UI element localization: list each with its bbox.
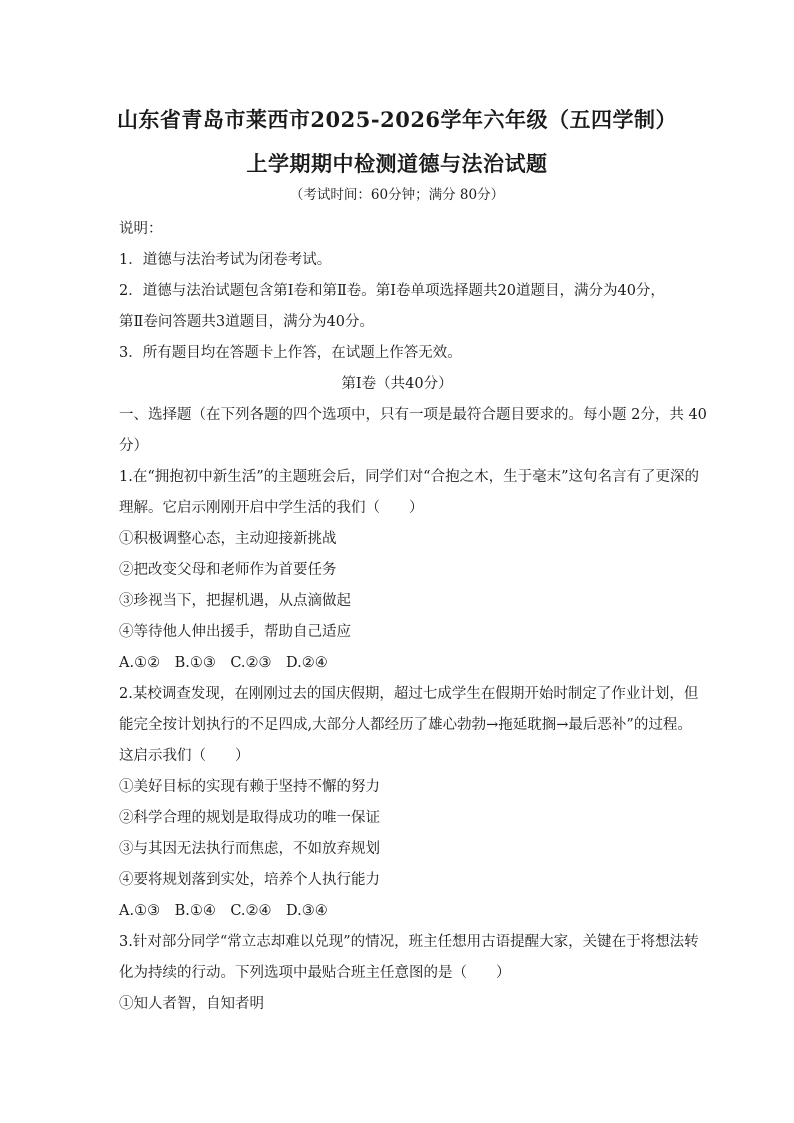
question-3-stem: 3.针对部分同学“常立志却难以兑现”的情况，班主任想用古语提醒大家，关键在于将想法转	[119, 934, 699, 950]
question-3-stem: 化为持续的行动。下列选项中最贴合班主任意图的是（ ）	[119, 965, 511, 981]
question-2-item: ②科学合理的规划是取得成功的唯一保证	[119, 810, 380, 826]
note-line: 1．道德与法治考试为闭卷考试。	[119, 252, 332, 268]
question-1-item: ②把改变父母和老师作为首要任务	[119, 562, 337, 578]
note-line: 2．道德与法治试题包含第Ⅰ卷和第Ⅱ卷。第Ⅰ卷单项选择题共20道题目，满分为40分，	[119, 283, 665, 299]
question-2-stem: 这启示我们（ ）	[119, 748, 250, 764]
page-title-line2: 上学期期中检测道德与法治试题	[246, 151, 548, 176]
section-heading: 一、选择题（在下列各题的四个选项中，只有一项是最符合题目要求的。每小题 2分，共 40	[119, 407, 707, 423]
question-1-options: A.①② B.①③ C.②③ D.②④	[119, 655, 328, 671]
question-2-stem: 2.某校调查发现，在刚刚过去的国庆假期，超过七成学生在假期开始时制定了作业计划，但	[119, 686, 699, 702]
question-2-stem: 能完全按计划执行的不足四成,大部分人都经历了雄心勃勃→拖延耽搁→最后恶补”的过程。	[119, 717, 692, 733]
note-line: 第Ⅱ卷问答题共3道题目，满分为40分。	[119, 314, 375, 330]
question-1-stem: 1.在“拥抱初中新生活”的主题班会后，同学们对“合抱之木，生于毫末”这句名言有了更深的	[119, 469, 699, 485]
question-1-item: ④等待他人伸出援手，帮助自己适应	[119, 624, 351, 640]
notes-heading: 说明：	[119, 221, 163, 237]
question-3-item: ①知人者智，自知者明	[119, 996, 264, 1012]
question-1-stem: 理解。它启示刚刚开启中学生活的我们（ ）	[119, 500, 424, 516]
section-heading: 分）	[119, 438, 148, 454]
question-2-options: A.①③ B.①④ C.②④ D.③④	[119, 903, 328, 919]
question-2-item: ④要将规划落到实处，培养个人执行能力	[119, 872, 380, 888]
question-2-item: ①美好目标的实现有赖于坚持不懈的努力	[119, 779, 380, 795]
question-1-item: ①积极调整心态，主动迎接新挑战	[119, 531, 337, 547]
exam-info: （考试时间：60分钟；满分 80分）	[289, 187, 505, 203]
page-title-line1: 山东省青岛市莱西市2025-2026学年六年级（五四学制）	[116, 107, 678, 132]
part-heading: 第Ⅰ卷（共40分）	[341, 376, 453, 392]
note-line: 3．所有题目均在答题卡上作答，在试题上作答无效。	[119, 345, 462, 361]
question-1-item: ③珍视当下，把握机遇，从点滴做起	[119, 593, 351, 609]
question-2-item: ③与其因无法执行而焦虑，不如放弃规划	[119, 841, 380, 857]
